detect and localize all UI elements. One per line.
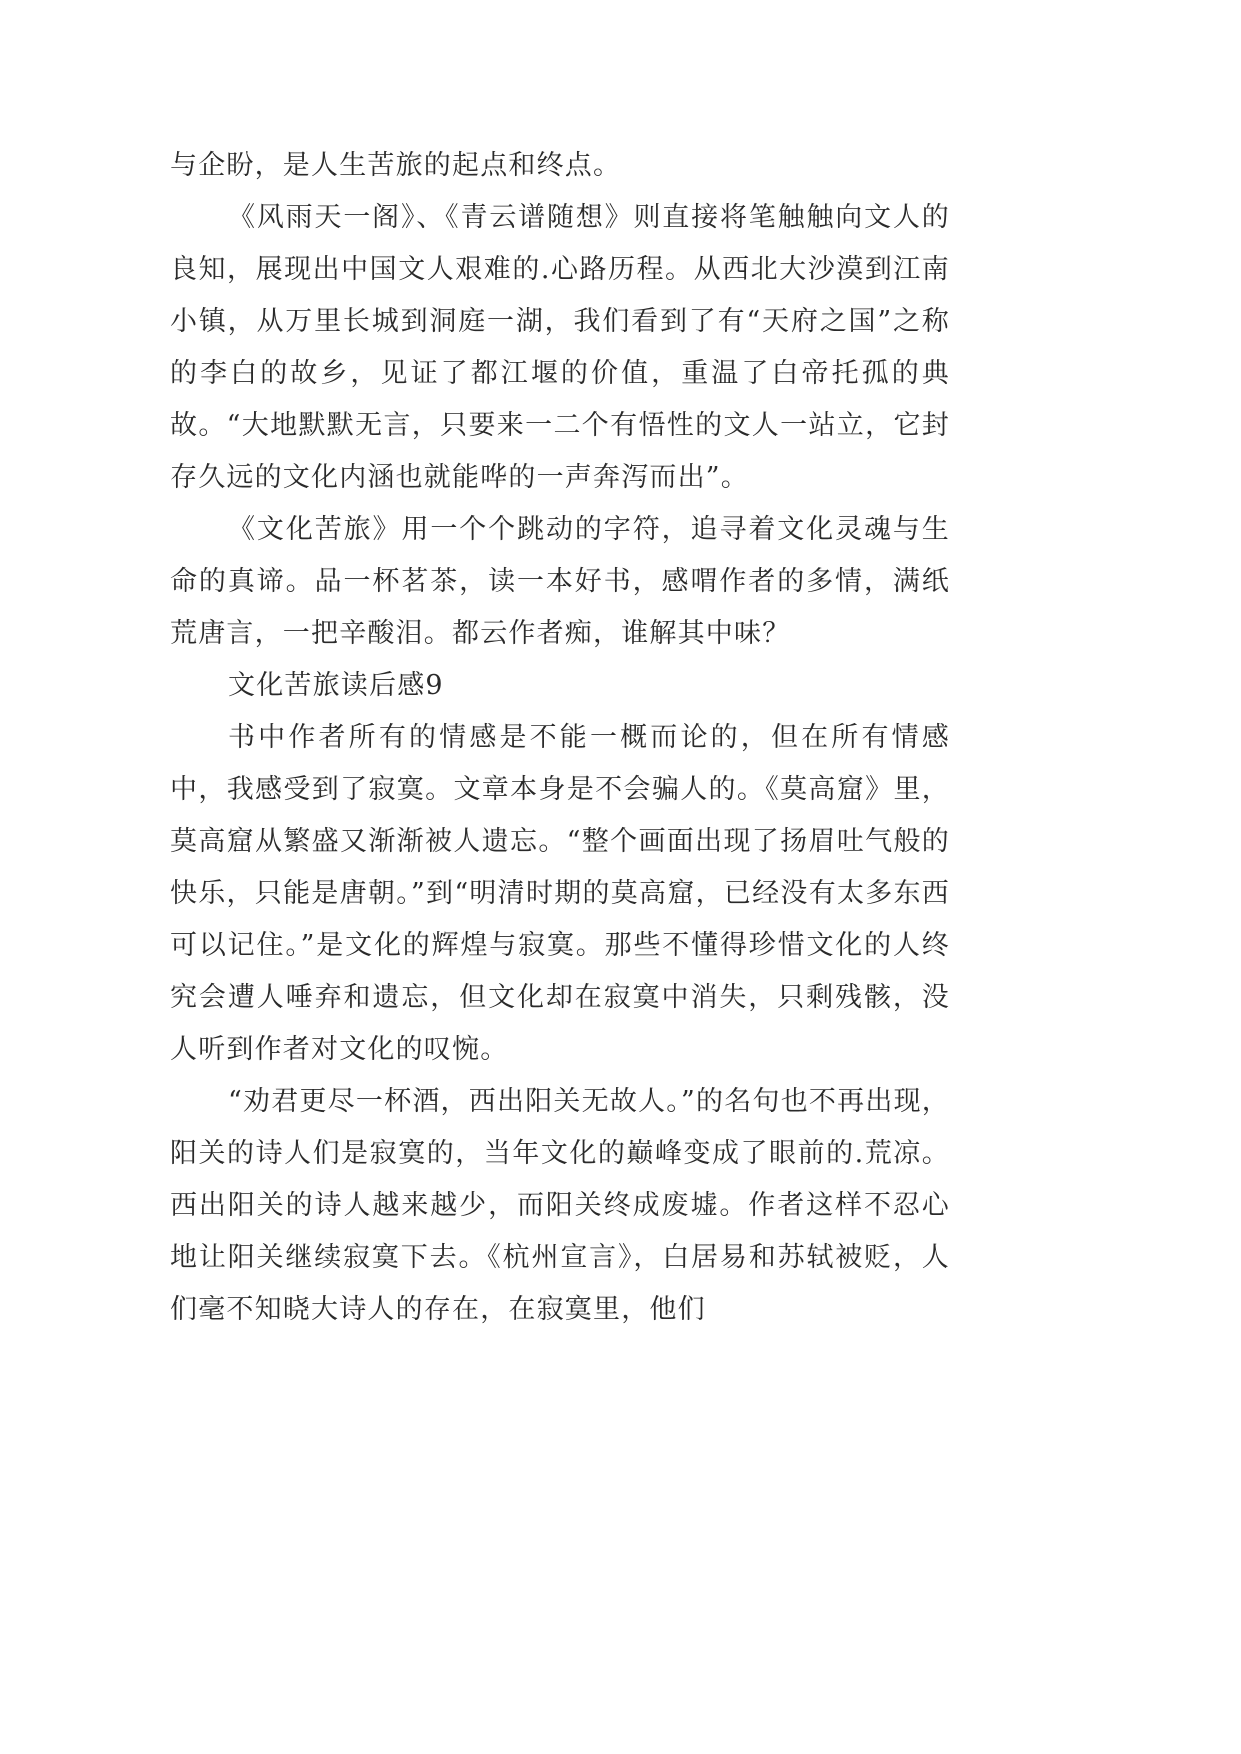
section-heading: 文化苦旅读后感9 bbox=[228, 670, 444, 701]
paragraph-tianyige: 《风雨天一阁》、《青云谱随想》则直接将笔触触向文人的良知，展现出中国文人艰难的.心路历程。从西北大沙漠到江南小镇，从万里长城到洞庭一湖，我们看到了有“天府之国”之称的李白的故乡，见证了都江堰的价值，重温了白帝托孤的典故。“大地默默无言，只要来一二个有悟性的文人一站立，它封存久远的文化内涵也就能哗的一声奔泻而出”。 bbox=[170, 202, 950, 493]
paragraph-loneliness: 书中作者所有的情感是不能一概而论的，但在所有情感中，我感受到了寂寞。文章本身是不会骗人的。《莫高窟》里，莫高窟从繁盛又渐渐被人遗忘。“整个画面出现了扬眉吐气般的快乐，只能是唐朝。”到“明清时期的莫高窟，已经没有太多东西可以记住。”是文化的辉煌与寂寞。那些不懂得珍惜文化的人终究会遭人唾弃和遗忘，但文化却在寂寞中消失，只剩残骸，没人听到作者对文化的叹惋。 bbox=[170, 722, 950, 1065]
paragraph-summary: 《文化苦旅》用一个个跳动的字符，追寻着文化灵魂与生命的真谛。品一杯茗茶，读一本好书，感喟作者的多情，满纸荒唐言，一把辛酸泪。都云作者痴，谁解其中味？ bbox=[170, 514, 950, 649]
document-body bbox=[170, 140, 950, 1336]
paragraph-continuation: 与企盼，是人生苦旅的起点和终点。 bbox=[170, 150, 622, 181]
paragraph-yangguan: “劝君更尽一杯酒，西出阳关无故人。”的名句也不再出现，阳关的诗人们是寂寞的，当年文化的巅峰变成了眼前的.荒凉。西出阳关的诗人越来越少，而阳关终成废墟。作者这样不忍心地让阳关继续寂寞下去。《杭州宣言》，白居易和苏轼被贬，人们毫不知晓大诗人的存在，在寂寞里，他们 bbox=[170, 1086, 950, 1325]
